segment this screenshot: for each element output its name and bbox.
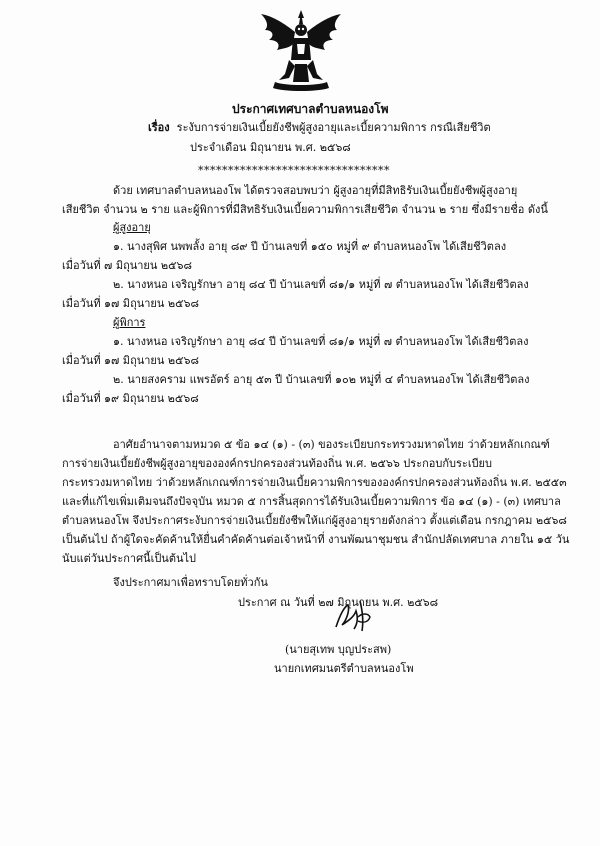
authority-line-6: เป็นต้นไป ถ้าผู้ใดจะคัดค้านให้ยื่นคำคัดค้านต่อเจ้าหน้าที่ งานพัฒนาชุมชน สำนักปลัดเทศบาล ภายใน ๑๕ วัน [62,533,570,546]
elderly-item-2-line-1: ๒. นางหนอ เจริญรักษา อายุ ๘๔ ปี บ้านเลขที่ ๘๑/๑ หมู่ที่ ๗ ตำบลหนองโพ ได้เสียชีวิตลง [113,278,529,291]
disabled-item-1-line-1: ๑. นางหนอ เจริญรักษา อายุ ๘๔ ปี บ้านเลขที่ ๘๑/๑ หมู่ที่ ๗ ตำบลหนองโพ ได้เสียชีวิตลง [113,335,529,348]
disabled-item-1-line-2: เมื่อวันที่ ๑๗ มิถุนายน ๒๕๖๘ [62,354,199,367]
separator-stars: ******************************** [198,164,390,177]
elderly-item-1-line-2: เมื่อวันที่ ๗ มิถุนายน ๒๕๖๘ [62,259,192,272]
elderly-item-2-line-2: เมื่อวันที่ ๑๗ มิถุนายน ๒๕๖๘ [62,297,199,310]
elderly-item-1-line-1: ๑. นางสุพิศ นพพลั้ง อายุ ๘๙ ปี บ้านเลขที่ ๑๕๐ หมู่ที่ ๙ ตำบลหนองโพ ได้เสียชีวิตลง [113,240,507,253]
subject-text: ระงับการจ่ายเงินเบี้ยยังชีพผู้สูงอายุและเบี้ยความพิการ กรณีเสียชีวิต [176,121,491,134]
authority-line-3: กระทรวงมหาดไทย ว่าด้วยหลักเกณฑ์การจ่ายเงินเบี้ยความพิการขององค์กรปกครองส่วนท้องถิ่น พ.ศ. ๒๕๕๓ [62,476,567,489]
intro-line-1: ด้วย เทศบาลตำบลหนองโพ ได้ตรวจสอบพบว่า ผู้สูงอายุที่มีสิทธิรับเงินเบี้ยยังชีพผู้สูงอายุ [113,184,518,197]
announcement-period: ประจำเดือน มิถุนายน พ.ศ. ๒๕๖๘ [190,141,351,154]
authority-line-2: การจ่ายเงินเบี้ยยังชีพผู้สูงอายุขององค์กรปกครองส่วนท้องถิ่น พ.ศ. ๒๕๖๖ ประกอบกับระเบียบ [62,457,492,470]
elderly-heading: ผู้สูงอายุ [113,221,151,234]
signature-icon [330,597,380,633]
authority-line-4: และที่แก้ไขเพิ่มเติมจนถึงปัจจุบัน หมวด ๕ การสิ้นสุดการได้รับเงินเบี้ยความพิการ ข้อ ๑๔ (๑) - (๓) เทศบาล [62,495,561,508]
disabled-heading: ผู้พิการ [113,316,146,329]
garuda-emblem-icon [255,8,347,94]
disabled-item-2-line-2: เมื่อวันที่ ๑๙ มิถุนายน ๒๕๖๘ [62,392,199,405]
signer-name: (นายสุเทพ บุญประสพ) [285,643,392,656]
disabled-item-2-line-1: ๒. นายสงคราม แพรอัตร์ อายุ ๕๓ ปี บ้านเลขที่ ๑๐๒ หมู่ที่ ๔ ตำบลหนองโพ ได้เสียชีวิตลง [113,373,530,386]
closing-notice: จึงประกาศมาเพื่อทราบโดยทั่วกัน [113,576,268,589]
intro-line-2: เสียชีวิต จำนวน ๒ ราย และผู้พิการที่มีสิทธิรับเงินเบี้ยความพิการเสียชีวิต จำนวน ๒ ราย ซึ่งมีรายชื่อ ดังนี้ [62,203,548,216]
authority-line-1: อาศัยอำนาจตามหมวด ๕ ข้อ ๑๔ (๑) - (๓) ของระเบียบกระทรวงมหาดไทย ว่าด้วยหลักเกณฑ์ [113,438,550,451]
authority-line-5: ตำบลหนองโพ จึงประกาศระงับการจ่ายเงินเบี้ยยังชีพให้แก่ผู้สูงอายุรายดังกล่าว ตั้งแต่เดือน กรกฎาคม ๒๕๖๘ [62,514,567,527]
subject-line [148,121,491,135]
announcement-date: ประกาศ ณ วันที่ ๒๗ มิถุนายน พ.ศ. ๒๕๖๘ [238,596,439,609]
subject-label: เรื่อง [148,121,170,134]
authority-line-7: นับแต่วันประกาศนี้เป็นต้นไป [62,552,197,565]
signer-position: นายกเทศมนตรีตำบลหนองโพ [274,662,414,675]
announcement-title: ประกาศเทศบาลตำบลหนองโพ [232,102,389,116]
